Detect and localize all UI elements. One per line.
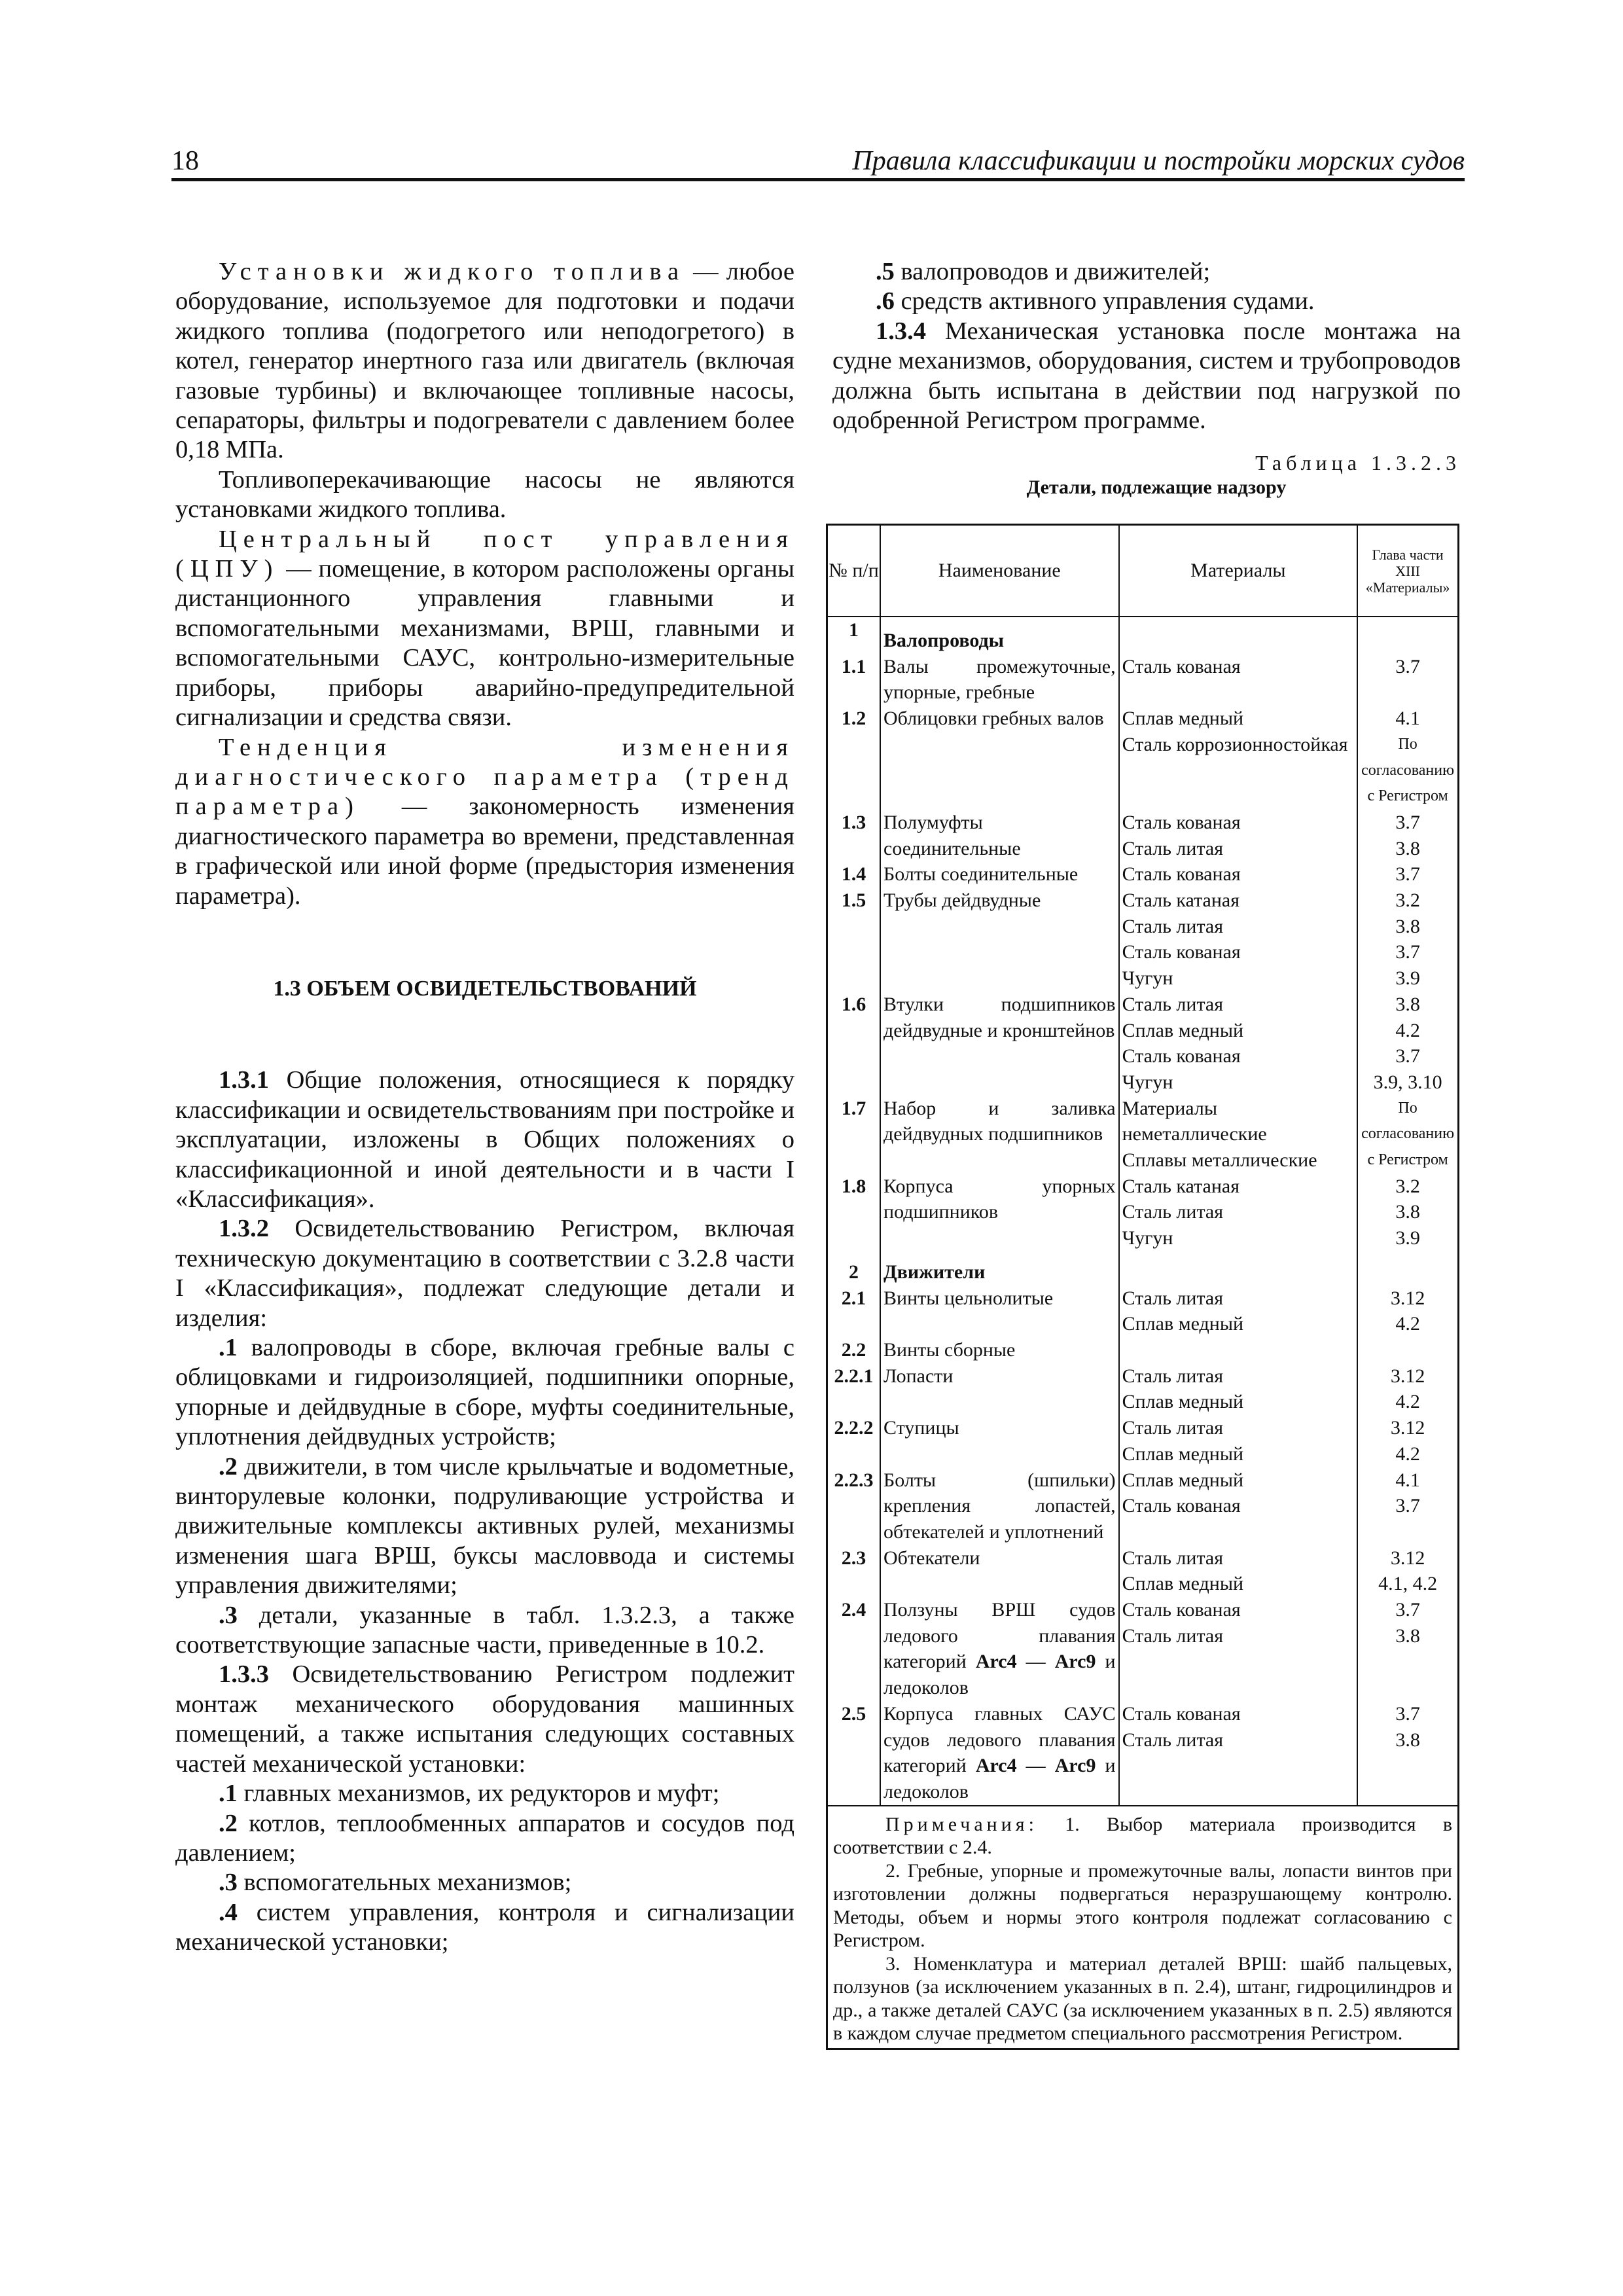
parts-table — [826, 524, 1459, 2050]
list-item: .5 валопроводов и движителей; — [876, 258, 1211, 285]
table-header-row — [827, 525, 1459, 617]
definition-fuel-installations: Установки жидкого топлива — любое оборудование, используемое для подготовки и подачи жидкого топлива (подогретого или неподогретого) в котел, генератор инертного газа или двигатель (включая газовые турбины) и включающее топливные насосы, сепараторы, фильтры и подогреватели с давлением более 0,18 МПа. — [175, 258, 794, 464]
header-name: Наименование — [880, 525, 1119, 617]
table-row: 1.7 Набор и заливка дейдвудных подшипников Материалы неметаллические Сплавы металлические По согласованию с Регистром — [827, 1096, 1459, 1174]
header-number: № п/п — [827, 525, 881, 617]
table-row: 1.4 Болты соединительные Сталь кованая 3.7 — [827, 861, 1459, 888]
page-number: 18 — [171, 146, 199, 176]
table-row: 2.1 Винты цельнолитые Сталь литая Сплав медный 3.12 4.2 — [827, 1285, 1459, 1337]
clause-1-3-1: 1.3.1 Общие положения, относящиеся к порядку классификации и освидетельствованиям при постройке и эксплуатации, изложены в Общих положениях о классификационной и иной деятельности и в части I «Классификация». — [175, 1066, 794, 1213]
paragraph-transfer-pumps: Топливоперекачивающие насосы не являются установками жидкого топлива. — [175, 465, 794, 524]
list-item: .2 движители, в том числе крыльчатые и водометные, винторулевые колонки, подруливающие устройства и движительные комплексы активных рулей, механизмы изменения шага ВРШ, буксы масловвода и системы управления движителями; — [175, 1452, 794, 1600]
table-title: Детали, подлежащие надзору — [1026, 476, 1287, 499]
list-item: .3 детали, указанные в табл. 1.3.2.3, а также соответствующие запасные части, приведенные в 10.2. — [175, 1601, 794, 1659]
table-row: 1.3 Полумуфты соединительные Сталь кованая Сталь литая 3.7 3.8 — [827, 810, 1459, 861]
table-row: 1.5 Трубы дейдвудные Сталь катаная Сталь литая Сталь кованая Чугун 3.2 3.8 3.7 3.9 — [827, 888, 1459, 992]
list-item: .6 средств активного управления судами. — [876, 287, 1315, 315]
list-item: .1 валопроводы в сборе, включая гребные валы с облицовками и гидроизоляцией, подшипники опорные, упорные и дейдвудные в сборе, муфты соединительные, уплотнения дейдвудных устройств; — [175, 1334, 794, 1451]
clause-1-3-4: 1.3.4 Механическая установка после монтажа на судне механизмов, оборудования, систем и трубопроводов должна быть испытана в действии под нагрузкой по одобренной Регистром программе. — [832, 317, 1461, 435]
table-notes — [827, 1806, 1459, 2049]
left-column — [175, 257, 794, 1958]
table-label: Таблица 1.3.2.3 — [1255, 451, 1461, 475]
running-title: Правила классификации и постройки морских судов — [852, 146, 1465, 176]
table-row: 1.1 Валы промежуточные, упорные, гребные Сталь кованая 3.7 — [827, 654, 1459, 706]
list-item: .1 главных механизмов, их редукторов и муфт; — [219, 1780, 720, 1808]
table-row: 2.2 Винты сборные — [827, 1337, 1459, 1363]
list-item: .4 систем управления, контроля и сигнализации механической установки; — [175, 1898, 794, 1956]
clause-1-3-3: 1.3.3 Освидетельствованию Регистром подлежит монтаж механического оборудования машинных помещений, а также испытания следующих составных частей механической установки: — [175, 1660, 794, 1778]
table-row: 2.5 Корпуса главных САУС судов ледового плавания категорий Arc4 — Arc9 и ледоколов Сталь кованая Сталь литая 3.7 3.8 — [827, 1701, 1459, 1806]
note-3: 3. Номенклатура и материал деталей ВРШ: шайб пальцевых, ползунов (за исключением указанных в п. 2.4), штанг, гидроцилиндров и др., а также деталей САУС (за исключением указанных в п. 2.5) являются в каждом случае предметом специального рассмотрения Регистром. — [833, 1952, 1452, 2045]
list-item: .2 котлов, теплообменных аппаратов и сосудов под давлением; — [175, 1809, 794, 1867]
table-row: 1.2 Облицовки гребных валов Сплав медный Сталь коррозионностойкая 4.1 По согласованию с Регистром — [827, 706, 1459, 810]
header-rule — [171, 178, 1465, 181]
table-row: 2.2.3 Болты (шпильки) крепления лопастей, обтекателей и уплотнений Сплав медный Сталь кованая 4.1 3.7 — [827, 1467, 1459, 1545]
definition-control-post: Центральный пост управления (ЦПУ) — помещение, в котором расположены органы дистанционного управления главными и вспомогательными механизмами, ВРШ, главными и вспомогательными САУС, контрольно-измерительные приборы, приборы аварийно-предупредительной сигнализации и средства связи. — [175, 525, 794, 732]
definition-trend: Тенденция изменения диагностического параметра (тренд параметра) — закономерность изменения диагностического параметра во времени, представленная в графической или иной форме (предыстория изменения параметра). — [175, 733, 794, 910]
table-row: 1 Валопроводы — [827, 617, 1459, 654]
header-chapter: Глава части XIII «Материалы» — [1357, 525, 1458, 617]
running-header — [171, 145, 1465, 178]
clause-1-3-2: 1.3.2 Освидетельствованию Регистром, включая техническую документацию в соответствии с 3.2.8 части I «Классификация», подлежат следующие детали и изделия: — [175, 1215, 794, 1332]
table-row: 2.2.2 Ступицы Сталь литая Сплав медный 3.12 4.2 — [827, 1415, 1459, 1467]
table-row: 2.3 Обтекатели Сталь литая Сплав медный 3.12 4.1, 4.2 — [827, 1545, 1459, 1597]
right-column — [832, 257, 1461, 499]
table-row: 2.4 Ползуны ВРШ судов ледового плавания категорий Arc4 — Arc9 и ледоколов Сталь кованая Сталь литая 3.7 3.8 — [827, 1597, 1459, 1701]
header-materials: Материалы — [1119, 525, 1358, 617]
note-1: Примечания: 1. Выбор материала производится в соответствии с 2.4. — [833, 1813, 1452, 1859]
table-row: 2 Движители — [827, 1251, 1459, 1285]
table-row: 1.8 Корпуса упорных подшипников Сталь катаная Сталь литая Чугун 3.2 3.8 3.9 — [827, 1174, 1459, 1251]
table-row: 2.2.1 Лопасти Сталь литая Сплав медный 3.12 4.2 — [827, 1363, 1459, 1415]
note-2: 2. Гребные, упорные и промежуточные валы, лопасти винтов при изготовлении должны подвергаться неразрушающему контролю. Методы, объем и нормы этого контроля подлежат согласованию с Регистром. — [833, 1859, 1452, 1952]
section-title: 1.3 ОБЪЕМ ОСВИДЕТЕЛЬСТВОВАНИЙ — [273, 976, 697, 1001]
table-row: 1.6 Втулки подшипников дейдвудные и кронштейнов Сталь литая Сплав медный Сталь кованая Чугун 3.8 4.2 3.7 3.9, 3.10 — [827, 992, 1459, 1096]
table-notes-row — [827, 1806, 1459, 2049]
list-item: .3 вспомогательных механизмов; — [219, 1869, 572, 1897]
